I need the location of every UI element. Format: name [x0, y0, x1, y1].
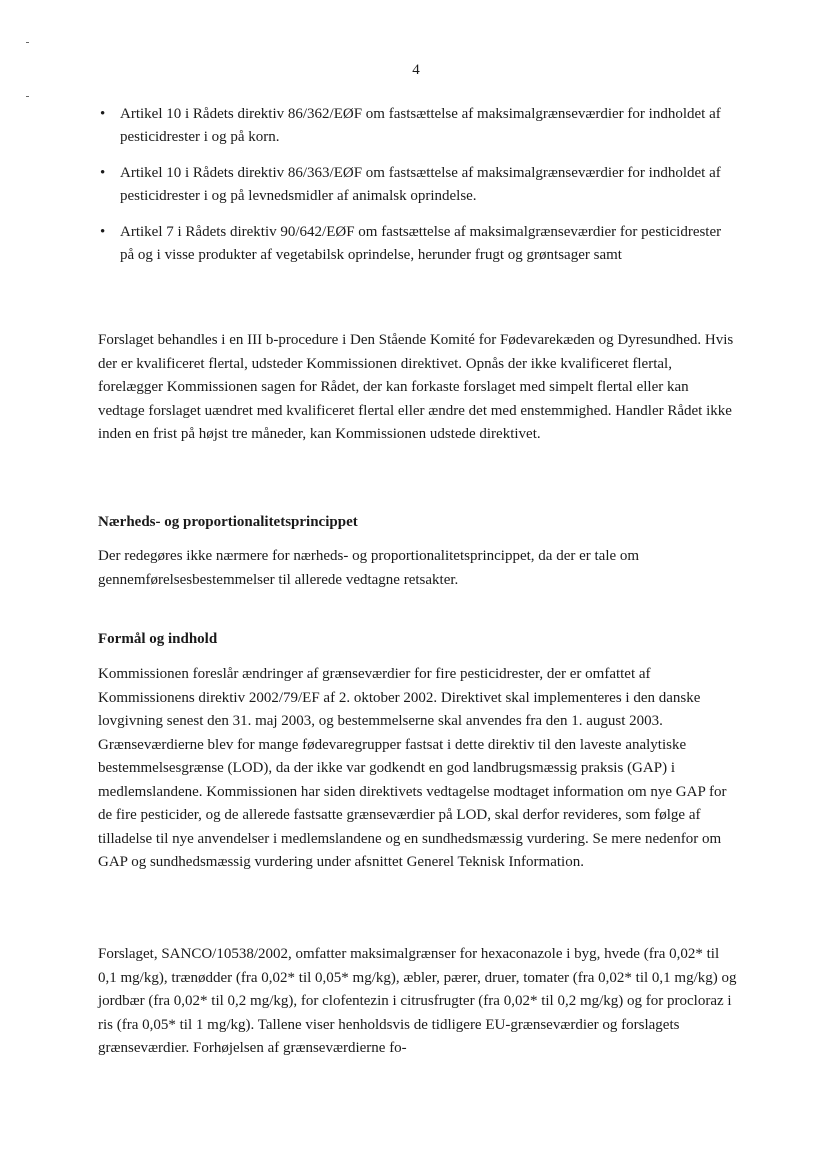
margin-mark-top	[26, 42, 29, 43]
subsidiarity-paragraph: Der redegøres ikke nærmere for nærheds- og proportionalitetsprincippet, da der er tale om gennemførelsesbestemmelser til allerede vedtagne retsakter.	[98, 548, 640, 588]
proposal-paragraph: Forslaget, SANCO/10538/2002, omfatter maksimalgrænser for hexaconazole i byg, hvede (fra 0,02* til 0,1 mg/kg), trænødder (fra 0,02* til 0,05* mg/kg), æbler, pærer, druer, tomater (fra 0,02* til 0,1 mg/kg) og jordbær (fra 0,02* til 0,2 mg/kg), for clofentezin i citrusfrugter (fra 0,02* til 0,2 mg/kg) og for procloraz i ris (fra 0,05* til 1 mg/kg). Tallene viser henholdsvis de tidligere EU-grænseværdier og forslagets grænseværdier. Forhøjelsen af grænseværdierne fo-	[98, 946, 737, 1056]
bullet-item-animalsk: • Artikel 10 i Rådets direktiv 86/363/EØF om fastsættelse af maksimalgrænseværdier for indholdet af pesticidrester i og på levnedsmidler af animalsk oprindelse.	[98, 162, 738, 208]
subsidiarity-heading: Nærheds- og proportionalitetsprincippet	[98, 514, 358, 530]
directive-bullet-list	[98, 103, 738, 280]
page-number: 4	[412, 62, 420, 78]
procedure-paragraph: Forslaget behandles i en III b-procedure i Den Stående Komité for Fødevarekæden og Dyresundhed. Hvis der er kvalificeret flertal, udsteder Kommissionen direktivet. Opnås der ikke kvalificeret flertal, forelægger Kommissionen sagen for Rådet, der kan forkaste forslaget med simpelt flertal eller kan vedtage forslaget uændret med kvalificeret flertal eller ændre det med enstemmighed. Handler Rådet ikke inden en frist på højst tre måneder, kan Kommissionen udstede direktivet.	[98, 332, 734, 442]
margin-mark-second	[26, 96, 29, 97]
purpose-paragraph: Kommissionen foreslår ændringer af grænseværdier for fire pesticidrester, der er omfattet af Kommissionens direktiv 2002/79/EF af 2. oktober 2002. Direktivet skal implementeres i den danske lovgivning senest den 31. maj 2003, og bestemmelserne skal anvendes fra den 1. august 2003. Grænseværdierne blev for mange fødevaregrupper fastsat i dette direktiv til den laveste analytiske bestemmelsesgrænse (LOD), da der ikke var godkendt en god landbrugsmæssig praksis (GAP) i medlemslandene. Kommissionen har siden direktivets vedtagelse modtaget information om nye GAP for de fire pesticider, og de allerede fastsatte grænseværdier på LOD, skal derfor revideres, som følge af tilladelse til nye anvendelser i medlemslandene og en sundhedsmæssig vurdering. Se mere nedenfor om GAP og sundhedsmæssig vurdering under afsnittet Generel Teknisk Information.	[98, 666, 727, 870]
purpose-heading: Formål og indhold	[98, 631, 218, 647]
bullet-item-korn: • Artikel 10 i Rådets direktiv 86/362/EØF om fastsættelse af maksimalgrænseværdier for indholdet af pesticidrester i og på korn.	[98, 103, 738, 149]
bullet-item-vegetabilsk: • Artikel 7 i Rådets direktiv 90/642/EØF om fastsættelse af maksimalgrænseværdier for pesticidrester på og i visse produkter af vegetabilsk oprindelse, herunder frugt og grøntsager samt	[98, 221, 738, 267]
